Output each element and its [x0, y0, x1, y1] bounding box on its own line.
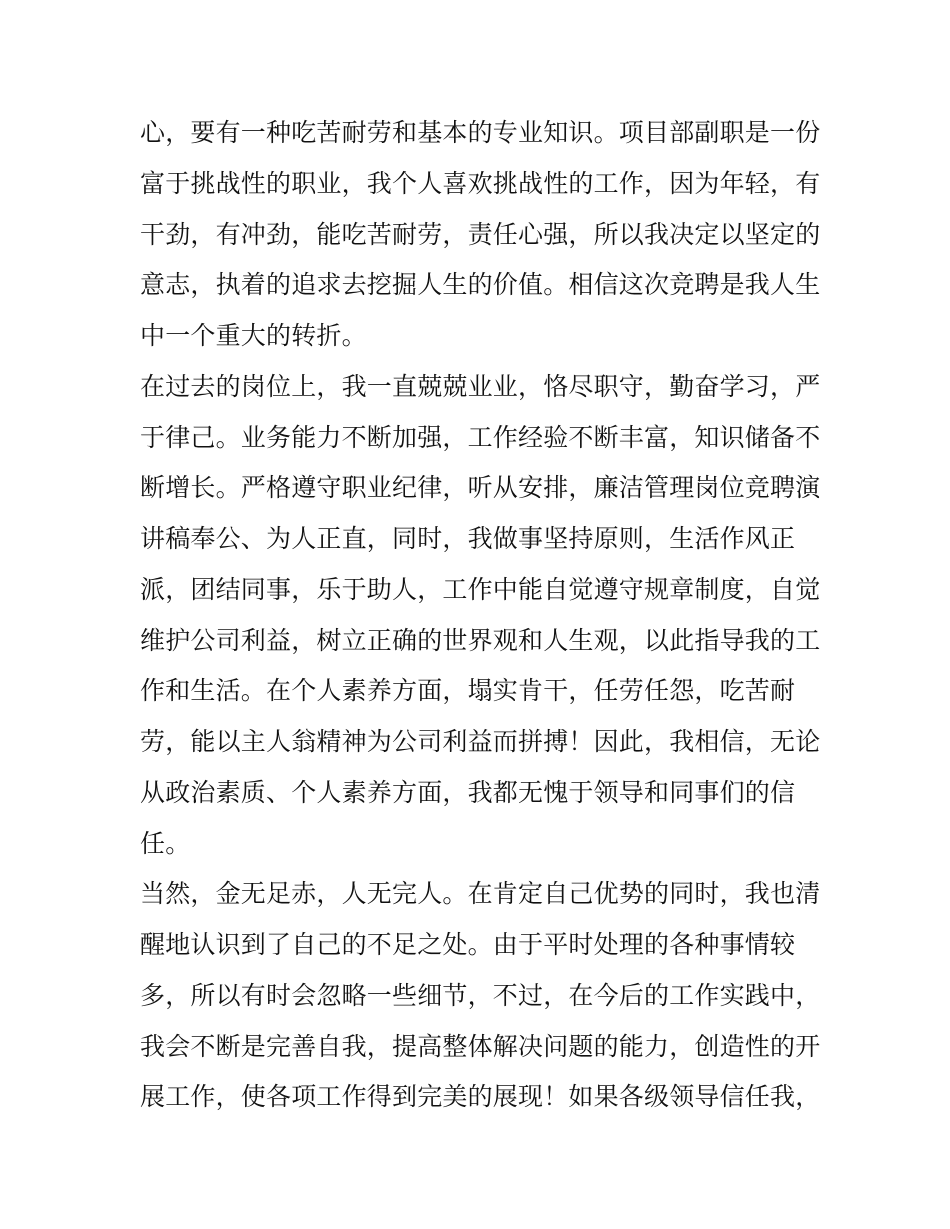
text-line: 我会不断是完善自我，提高整体解决问题的能力，创造性的开: [140, 1031, 821, 1061]
text-line: 作和生活。在个人素养方面，塌实肯干，任劳任怨，吃苦耐: [140, 676, 796, 706]
text-line: 于律己。业务能力不断加强，工作经验不断丰富，知识储备不: [140, 422, 821, 452]
text-line: 维护公司利益，树立正确的世界观和人生观，以此指导我的工: [140, 625, 821, 655]
text-line: 干劲，有冲劲，能吃苦耐劳，责任心强，所以我决定以坚定的: [140, 219, 821, 249]
text-line: 中一个重大的转折。: [140, 321, 367, 350]
text-line: 任。: [140, 828, 191, 858]
text-line: 展工作，使各项工作得到完美的展现！如果各级领导信任我，: [140, 1082, 821, 1112]
text-line: 从政治素质、个人素养方面，我都无愧于领导和同事们的信: [140, 777, 796, 807]
text-line: 断增长。严格遵守职业纪律，听从安排，廉洁管理岗位竞聘演: [140, 473, 821, 503]
text-line: 当然，金无足赤，人无完人。在肯定自己优势的同时，我也清: [140, 879, 821, 909]
text-line: 多，所以有时会忽略一些细节，不过，在今后的工作实践中，: [140, 980, 821, 1010]
text-line: 醒地认识到了自己的不足之处。由于平时处理的各种事情较: [140, 930, 796, 959]
text-line: 意志，执着的追求去挖掘人生的价值。相信这次竞聘是我人生: [140, 270, 821, 300]
body-text: [140, 108, 820, 1123]
text-line: 讲稿奉公、为人正直，同时，我做事坚持原则，生活作风正: [140, 524, 796, 553]
text-line: 富于挑战性的职业，我个人喜欢挑战性的工作，因为年轻，有: [140, 168, 821, 198]
text-line: 派，团结同事，乐于助人，工作中能自觉遵守规章制度，自觉: [140, 574, 821, 604]
text-line: 在过去的岗位上，我一直兢兢业业，恪尽职守，勤奋学习，严: [140, 371, 821, 401]
text-line: 劳，能以主人翁精神为公司利益而拼搏！因此，我相信，无论: [140, 727, 821, 756]
text-line: 心，要有一种吃苦耐劳和基本的专业知识。项目部副职是一份: [140, 118, 821, 147]
